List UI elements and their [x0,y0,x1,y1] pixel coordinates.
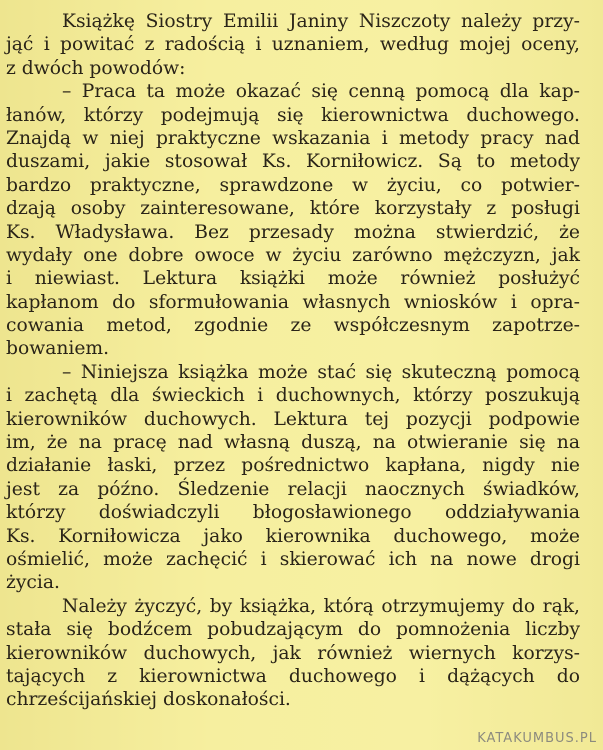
text-line: z dwóch powodów: [6,57,186,79]
text-line: stała się bodźcem pobudzającym do pomnożenia liczby [6,619,580,641]
text-line: im, że na pracę nad własną duszą, na otwieranie się na [6,432,580,454]
book-page-text [6,10,592,712]
text-line: łanów, którzy podejmują się kierownictwa duchowego. [6,104,580,126]
watermark-text: KATAKUMBUS.PL [477,731,597,746]
text-line: i zachętą dla świeckich i duchownych, którzy poszukują [6,385,580,407]
text-line: – Praca ta może okazać się cenną pomocą dla kap- [62,81,580,103]
text-line: działanie łaski, przez pośrednictwo kapłana, nigdy nie [6,455,580,477]
text-line: Ks. Korniłowicza jako kierownika duchowego, może [6,525,580,547]
text-line: Książkę Siostry Emilii Janiny Niszczoty należy przy- [62,11,580,32]
text-line: kierowników duchowych, jak również wiernych korzys- [6,642,580,664]
text-line: życia. [6,572,60,594]
text-line: ośmielić, może zachęcić i skierować ich na nowe drogi [6,548,580,570]
text-line: jąć i powitać z radością i uznaniem, według mojej oceny, [6,34,580,56]
text-line: jest za późno. Śledzenie relacji naocznych świadków, [6,478,580,500]
text-line: tających z kierownictwa duchowego i dążących do [6,665,580,687]
text-line: cowania metod, zgodnie ze współczesnym zapotrze- [6,315,580,337]
text-line: chrześcijańskiej doskonałości. [6,689,291,711]
text-line: i niewiast. Lektura książki może również posłużyć [6,268,580,290]
text-line: wydały one dobre owoce w życiu zarówno mężczyzn, jak [6,244,580,266]
text-line: duszami, jakie stosował Ks. Korniłowicz. Są to metody [6,151,580,173]
text-line: Należy życzyć, by książka, którą otrzymujemy do rąk, [62,595,580,617]
text-line: – Niniejsza książka może stać się skuteczną pomocą [62,361,580,383]
text-line: Ks. Władysława. Bez przesady można stwierdzić, że [6,221,580,243]
text-line: kapłanom do sformułowania własnych wniosków i opra- [6,291,580,313]
text-line: Znajdą w niej praktyczne wskazania i metody pracy nad [6,127,580,149]
text-line: kierowników duchowych. Lektura tej pozycji podpowie [6,408,580,430]
text-line: dzają osoby zainteresowane, które korzystały z posługi [6,198,580,220]
text-line: którzy doświadczyli błogosławionego oddziaływania [6,502,580,524]
text-line: bowaniem. [6,338,110,360]
text-line: bardzo praktyczne, sprawdzone w życiu, co potwier- [6,174,580,196]
